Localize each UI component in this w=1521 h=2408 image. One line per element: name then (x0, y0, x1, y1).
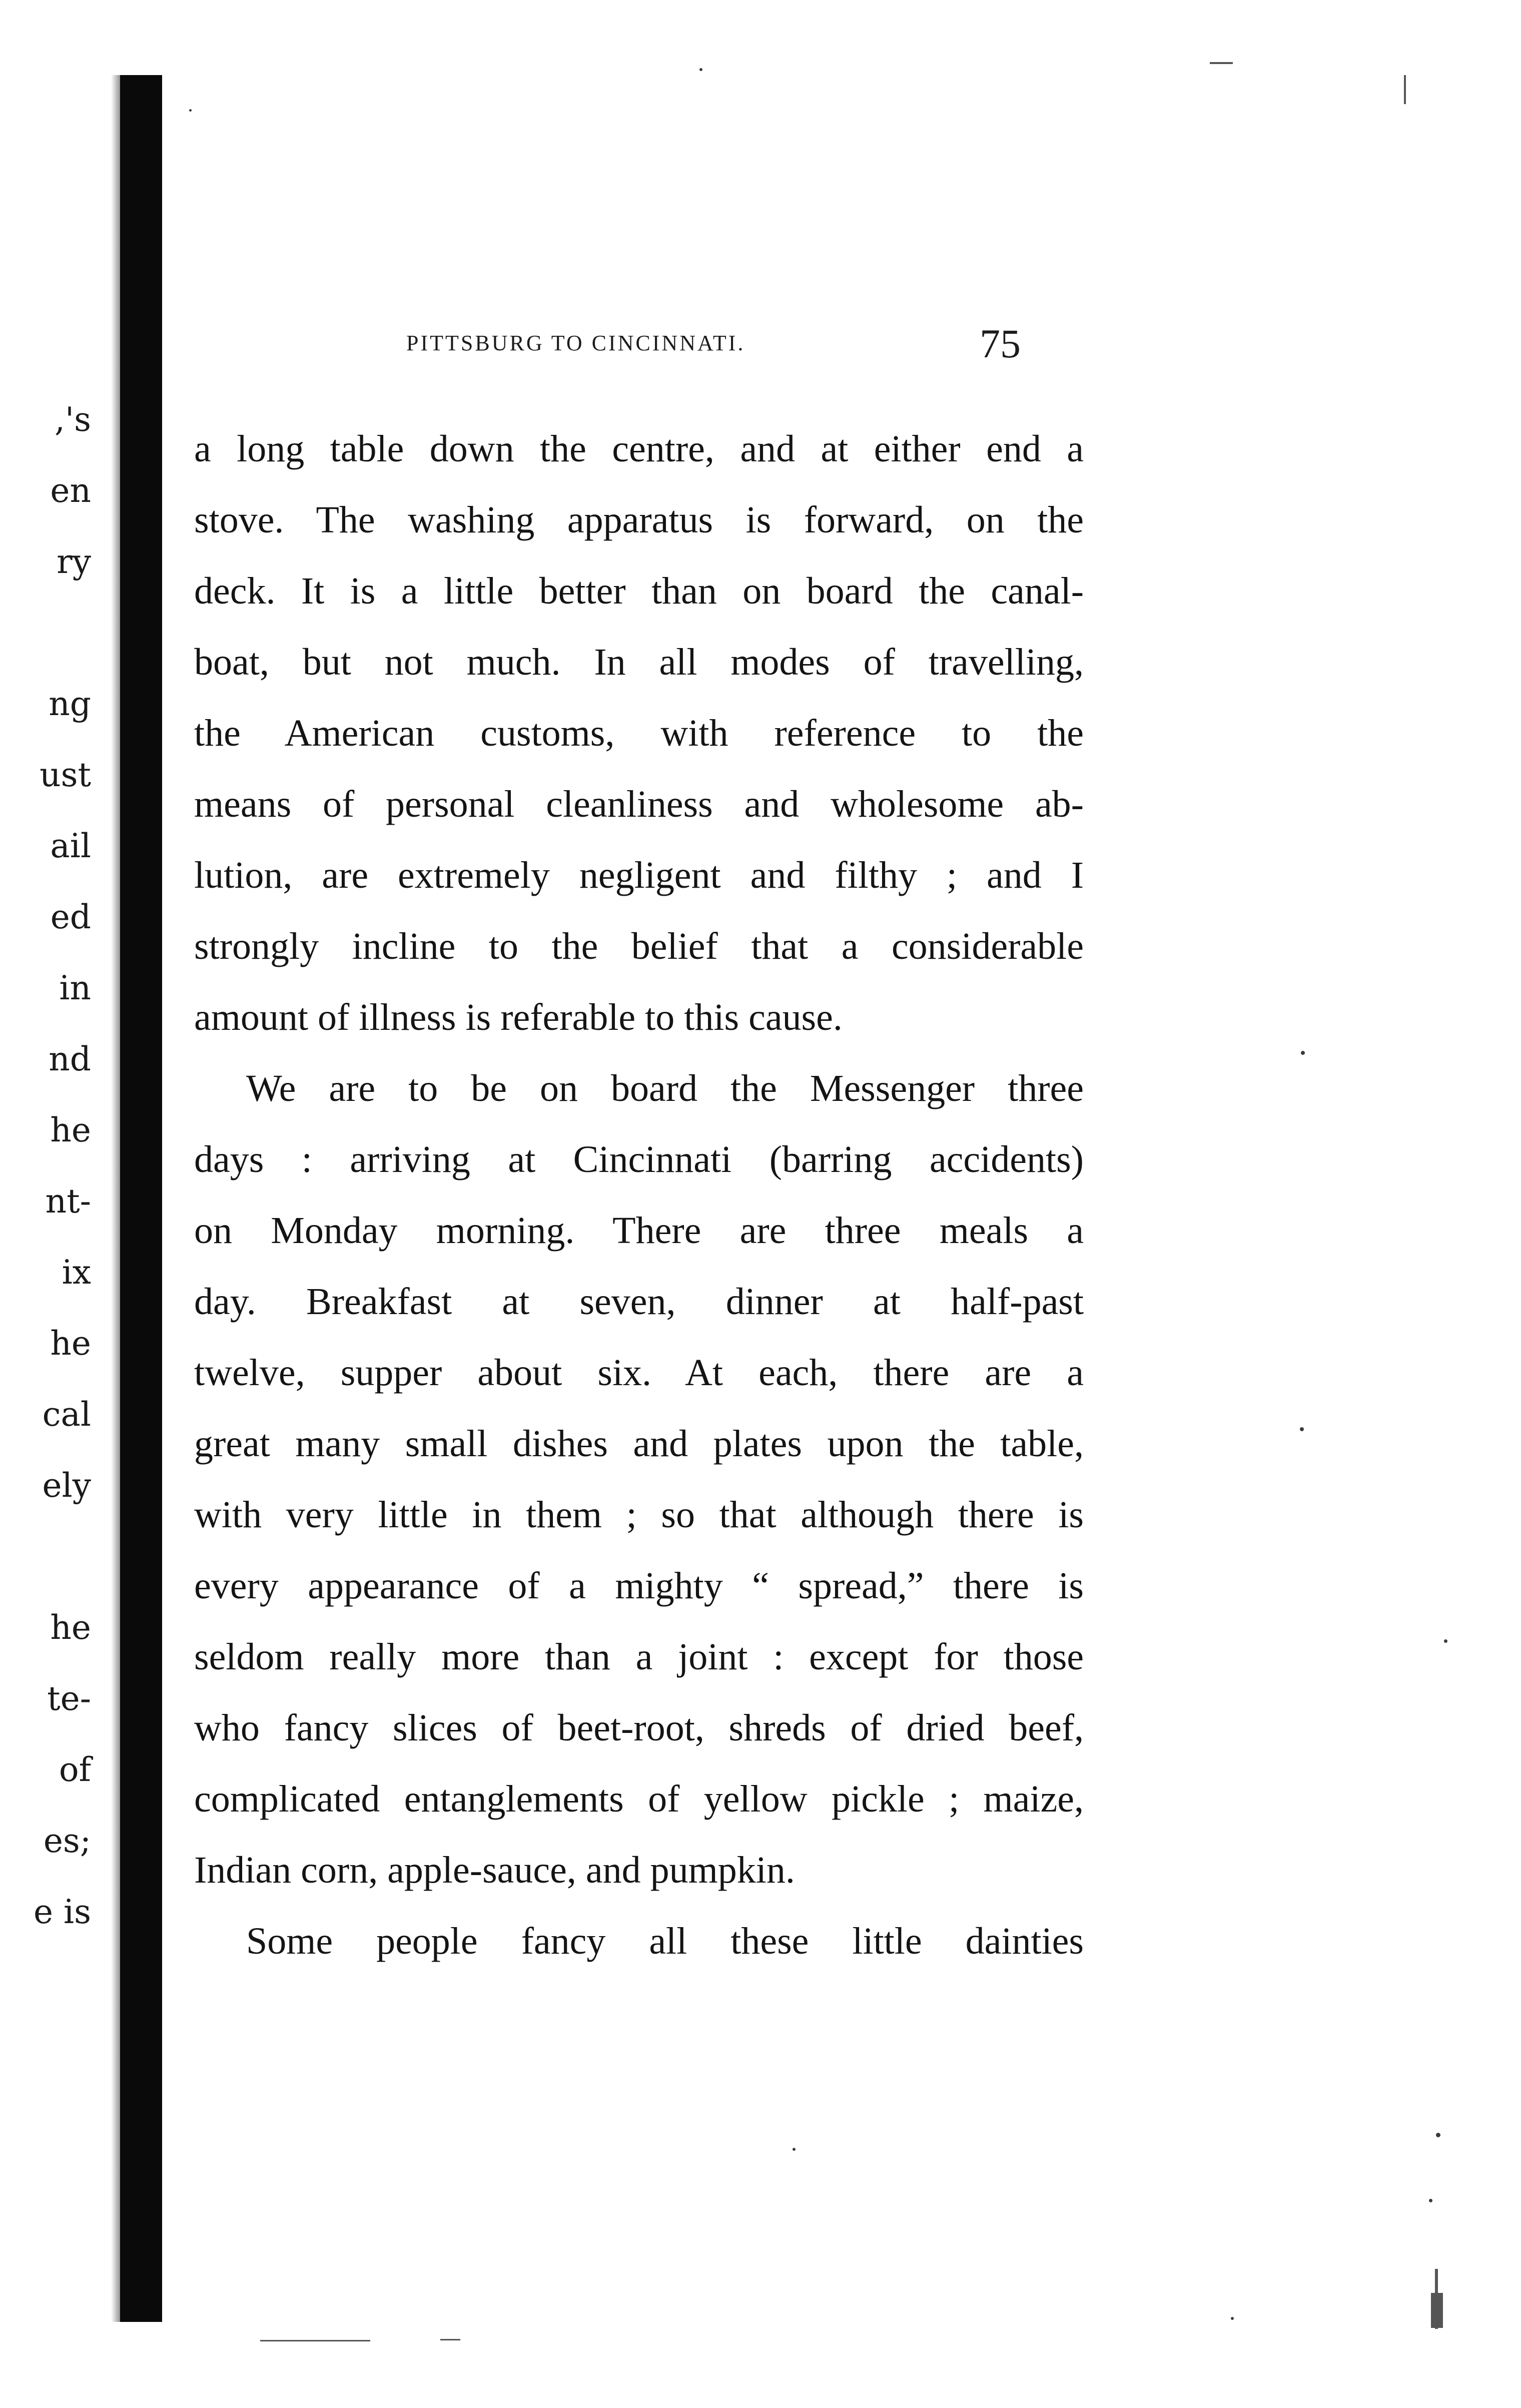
scan-speck (1300, 1427, 1304, 1431)
scan-speck (1431, 2293, 1443, 2328)
text-line: stove. The washing apparatus is forward, on the (194, 499, 1084, 541)
text-line: a long table down the centre, and at either end a (194, 428, 1084, 470)
text-line: who fancy slices of beet-root, shreds of dried beef, (194, 1707, 1084, 1749)
text-line: with very little in them ; so that although there is (194, 1494, 1084, 1536)
paragraph-start-line: We are to be on board the Messenger three (246, 1067, 1084, 1109)
facing-fragment: cal (42, 1395, 91, 1434)
body-text (194, 413, 1084, 1977)
paragraph-end-line: Indian corn, apple-sauce, and pumpkin. (194, 1849, 795, 1891)
facing-page-fragments (0, 0, 115, 2408)
facing-fragment: he (50, 1324, 91, 1363)
facing-fragment: in (59, 969, 91, 1007)
scan-speck (1404, 75, 1406, 104)
scan-speck (189, 109, 192, 112)
facing-fragment: nt- (45, 1182, 91, 1221)
paragraph-start-line: Some people fancy all these little dainties (246, 1920, 1084, 1962)
facing-fragment: ix (62, 1253, 91, 1292)
text-line: every appearance of a mighty “ spread,” there is (194, 1565, 1084, 1607)
running-head: PITTSBURG TO CINCINNATI. (406, 331, 745, 355)
facing-fragment: ed (50, 898, 91, 936)
facing-fragment: en (50, 471, 91, 510)
binding-gutter (120, 75, 162, 2322)
scan-speck (1210, 62, 1233, 64)
facing-fragment: te- (47, 1679, 91, 1718)
scan-speck (1444, 1639, 1447, 1643)
text-line: strongly incline to the belief that a considerable (194, 925, 1084, 967)
facing-fragment: ry (57, 542, 91, 581)
scan-speck (1301, 1051, 1305, 1055)
scan-speck (699, 68, 702, 71)
text-line: great many small dishes and plates upon the table, (194, 1423, 1084, 1465)
text-line: complicated entanglements of yellow pickle ; maize, (194, 1778, 1084, 1820)
text-line: deck. It is a little better than on board the canal- (194, 570, 1084, 612)
text-line: days : arriving at Cincinnati (barring accidents) (194, 1138, 1084, 1180)
scan-speck (1429, 2199, 1432, 2202)
facing-fragment: he (50, 1111, 91, 1149)
facing-fragment: he (50, 1608, 91, 1647)
scan-speck (1231, 2317, 1234, 2320)
text-line: boat, but not much. In all modes of travelling, (194, 641, 1084, 683)
scan-speck (793, 2148, 796, 2151)
facing-fragment: e is (33, 1893, 91, 1931)
scan-speck (440, 2339, 460, 2340)
text-line: twelve, supper about six. At each, there are a (194, 1352, 1084, 1394)
facing-fragment: ely (42, 1466, 91, 1505)
text-line: day. Breakfast at seven, dinner at half-past (194, 1281, 1084, 1323)
facing-fragment: ng (49, 685, 91, 723)
text-line: the American customs, with reference to the (194, 712, 1084, 754)
text-line: means of personal cleanliness and wholesome ab- (194, 783, 1084, 825)
text-line: on Monday morning. There are three meals a (194, 1210, 1084, 1252)
paragraph-end-line: amount of illness is referable to this cause. (194, 996, 843, 1038)
facing-fragment: ust (40, 756, 91, 794)
facing-fragment: of (59, 1750, 91, 1789)
page-number: 75 (980, 321, 1021, 366)
scan-speck (1436, 2133, 1440, 2137)
text-line: seldom really more than a joint : except for those (194, 1636, 1084, 1678)
facing-fragment: es; (43, 1822, 91, 1860)
scan-speck (260, 2340, 370, 2341)
facing-fragment: nd (49, 1040, 91, 1078)
facing-fragment: ail (50, 827, 91, 865)
facing-fragment: ,'s (55, 400, 91, 439)
text-line: lution, are extremely negligent and filthy ; and I (194, 854, 1084, 896)
